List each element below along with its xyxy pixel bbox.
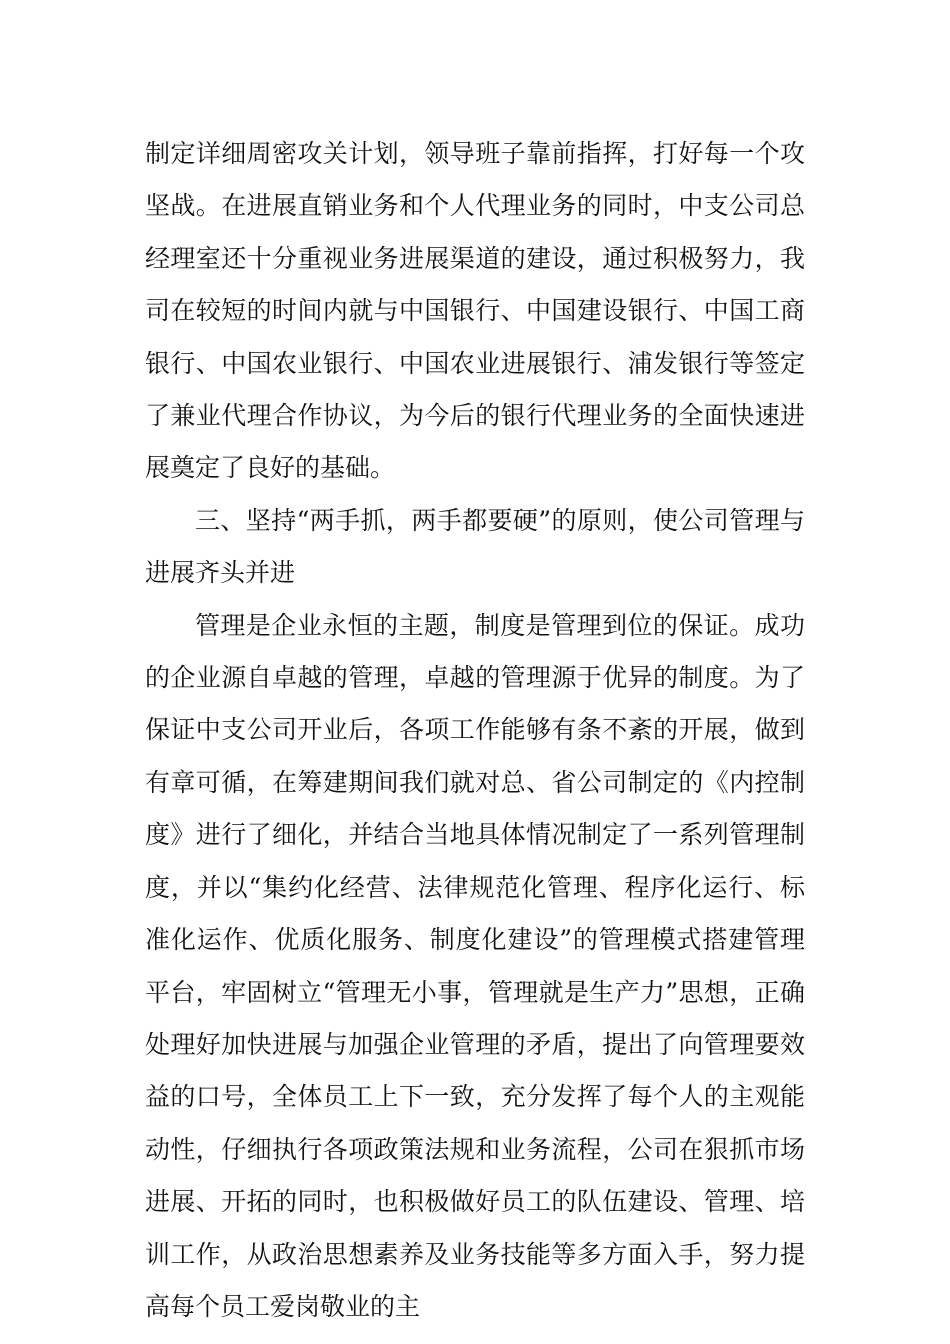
paragraph-management: 管理是企业永恒的主题，制度是管理到位的保证。成功的企业源自卓越的管理，卓越的管理源于优异的制度。为了保证中支公司开业后，各项工作能够有条不紊的开展，做到有章可循，在筹建期间我们就对总、省公司制定的《内控制度》进行了细化，并结合当地具体情况制定了一系列管理制度，并以“集约化经营、法律规范化管理、程序化运行、标准化运作、优质化服务、制度化建设”的管理模式搭建管理平台，牢固树立“管理无小事，管理就是生产力”思想，正确处理好加快进展与加强企业管理的矛盾，提出了向管理要效益的口号，全体员工上下一致，充分发挥了每个人的主观能动性，仔细执行各项政策法规和业务流程，公司在狠抓市场进展、开拓的同时，也积极做好员工的队伍建设、管理、培训工作，从政治思想素养及业务技能等多方面入手，努力提高每个员工爱岗敬业的主 <box>145 610 805 1321</box>
paragraph-channel-building: 制定详细周密攻关计划，领导班子靠前指挥，打好每一个攻坚战。在进展直销业务和个人代理业务的同时，中支公司总经理室还十分重视业务进展渠道的建设，通过积极努力，我司在较短的时间内就与中国银行、中国建设银行、中国工商银行、中国农业银行、中国农业进展银行、浦发银行等签定了兼业代理合作协议，为今后的银行代理业务的全面快速进展奠定了良好的基础。 <box>145 139 805 483</box>
section-heading-three: 三、坚持“两手抓，两手都要硬”的原则，使公司管理与进展齐头并进 <box>145 505 805 588</box>
document-page <box>145 128 805 1333</box>
